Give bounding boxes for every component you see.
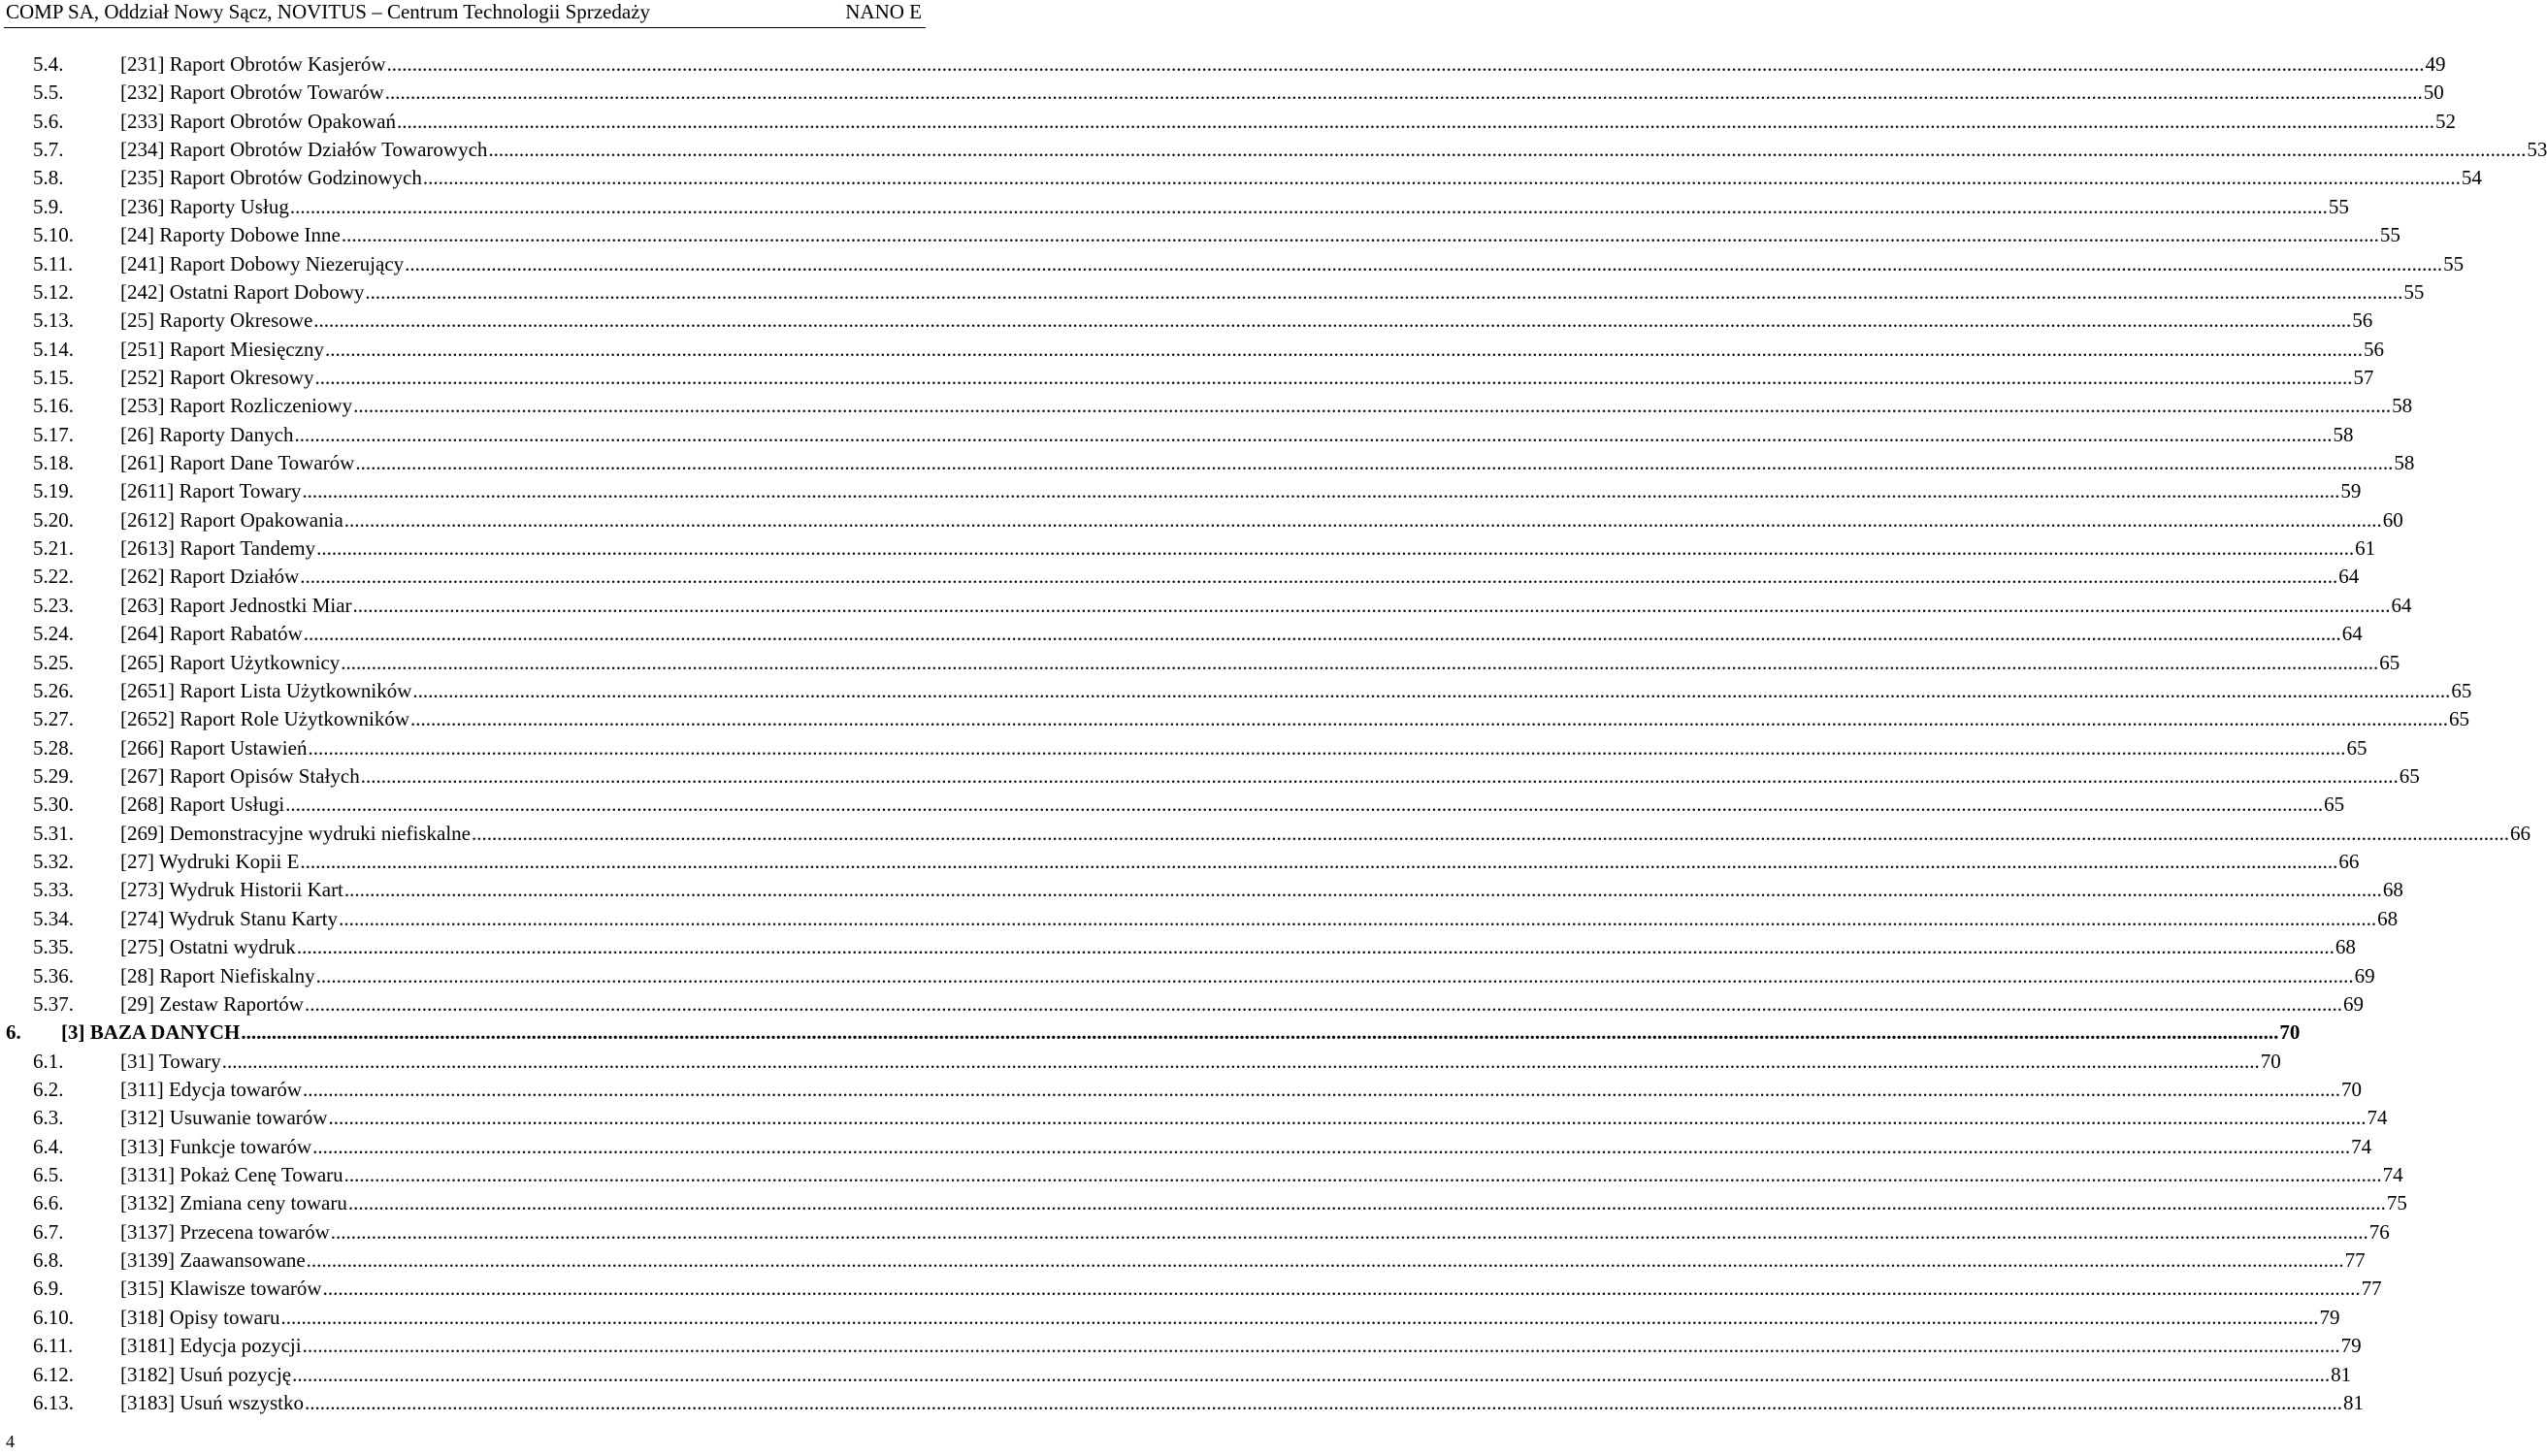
- toc-entry-page: 69: [2342, 991, 2364, 1016]
- toc-entry[interactable]: [0, 620, 2363, 648]
- toc-entry-title: [26] Raporty Danych: [120, 422, 294, 446]
- toc-entry[interactable]: [0, 392, 2413, 420]
- toc-entry-title: [253] Raport Rozliczeniowy: [120, 394, 353, 418]
- toc-entry-number: 5.36.: [33, 963, 74, 987]
- toc-entry-page: 79: [2340, 1334, 2362, 1358]
- toc-entry[interactable]: [0, 1275, 2382, 1303]
- toc-entry-title: [262] Raport Działów: [120, 565, 300, 589]
- toc-dot-leader: ................................................................................................................................................................................................................................................................................................................................................................................................................: [412, 678, 2451, 702]
- toc-entry-number: 6.11.: [33, 1334, 74, 1358]
- toc-entry-page: 66: [2338, 850, 2360, 874]
- toc-entry-number: 6.4.: [33, 1134, 64, 1158]
- page-header: [6, 0, 922, 23]
- toc-entry-number: 5.30.: [33, 793, 74, 817]
- toc-entry-page: 76: [2368, 1219, 2390, 1244]
- toc-entry-page: 81: [2343, 1390, 2364, 1414]
- toc-entry-number: 5.31.: [33, 821, 74, 845]
- toc-entry-number: 6.: [6, 1020, 21, 1045]
- toc-entry-title-line: [120, 336, 2384, 364]
- toc-entry-page: 55: [2403, 279, 2425, 304]
- toc-entry[interactable]: [0, 108, 2457, 136]
- toc-entry-title-line: [120, 933, 2356, 961]
- toc-dot-leader: ................................................................................................................................................................................................................................................................................................................................................................................................................: [353, 394, 2392, 418]
- toc-entry-number: 5.19.: [33, 479, 74, 503]
- toc-dot-leader: ................................................................................................................................................................................................................................................................................................................................................................................................................: [405, 251, 2443, 275]
- toc-entry-title-line: [120, 108, 2457, 136]
- toc-entry-page: 74: [2367, 1106, 2388, 1130]
- toc-entry-page: 64: [2341, 622, 2363, 646]
- toc-entry-number: 5.20.: [33, 507, 74, 532]
- toc-entry[interactable]: [0, 1104, 2388, 1132]
- toc-entry-number: 5.5.: [33, 81, 64, 105]
- toc-entry-title-line: [120, 1104, 2388, 1132]
- toc-entry[interactable]: [0, 278, 2425, 307]
- toc-entry-title: [264] Raport Rabatów: [120, 622, 303, 646]
- toc-entry-title: [31] Towary: [120, 1049, 221, 1073]
- toc-dot-leader: ................................................................................................................................................................................................................................................................................................................................................................................................................: [300, 850, 2338, 874]
- toc-entry-page: 68: [2382, 878, 2403, 902]
- toc-dot-leader: ................................................................................................................................................................................................................................................................................................................................................................................................................: [343, 1163, 2382, 1187]
- toc-entry[interactable]: [0, 876, 2403, 904]
- toc-entry-page: 65: [2449, 707, 2470, 731]
- toc-entry-number: 5.28.: [33, 735, 74, 760]
- toc-dot-leader: ................................................................................................................................................................................................................................................................................................................................................................................................................: [303, 622, 2341, 646]
- toc-entry-number: 5.15.: [33, 365, 74, 389]
- toc-entry-number: 5.9.: [33, 194, 64, 218]
- toc-entry-title: [251] Raport Miesięczny: [120, 337, 324, 361]
- toc-entry[interactable]: [0, 649, 2400, 677]
- toc-dot-leader: ................................................................................................................................................................................................................................................................................................................................................................................................................: [308, 735, 2346, 760]
- toc-dot-leader: ................................................................................................................................................................................................................................................................................................................................................................................................................: [316, 536, 2355, 561]
- toc-entry-number: 5.7.: [33, 138, 64, 162]
- toc-entry-page: 74: [2351, 1134, 2372, 1158]
- toc-entry-title: [3] BAZA DANYCH: [61, 1020, 241, 1045]
- toc-entry-title: [3182] Usuń pozycję: [120, 1362, 292, 1386]
- toc-entry[interactable]: [0, 1304, 2340, 1332]
- toc-entry-title: [263] Raport Jednostki Miar: [120, 593, 352, 617]
- toc-entry[interactable]: [0, 1218, 2390, 1246]
- toc-entry-title-line: [120, 278, 2425, 307]
- toc-entry-title: [267] Raport Opisów Stałych: [120, 763, 360, 788]
- toc-entry-number: 5.4.: [33, 52, 64, 76]
- toc-entry[interactable]: [0, 79, 2444, 107]
- toc-entry-page: 68: [2377, 906, 2399, 930]
- toc-entry[interactable]: [0, 136, 2547, 164]
- toc-entry[interactable]: [0, 164, 2482, 192]
- toc-entry-page: 49: [2425, 52, 2446, 76]
- toc-entry-title-line: [120, 221, 2400, 249]
- toc-entry-title-line: [120, 677, 2472, 705]
- toc-entry-title-line: [120, 962, 2375, 990]
- toc-entry-number: 6.13.: [33, 1390, 74, 1414]
- toc-dot-leader: ................................................................................................................................................................................................................................................................................................................................................................................................................: [488, 138, 2527, 162]
- toc-entry-title-line: [120, 1161, 2403, 1189]
- toc-entry-title-line: [120, 791, 2345, 819]
- toc-entry-title: [261] Raport Dane Towarów: [120, 451, 355, 475]
- toc-entry-number: 5.29.: [33, 763, 74, 788]
- toc-entry-page: 64: [2338, 565, 2360, 589]
- toc-entry-title: [311] Edycja towarów: [120, 1077, 302, 1101]
- toc-entry[interactable]: [0, 421, 2354, 449]
- toc-entry-page: 68: [2335, 935, 2356, 959]
- toc-entry-title-line: [120, 164, 2482, 192]
- toc-entry-title-line: [120, 1275, 2382, 1303]
- toc-dot-leader: ................................................................................................................................................................................................................................................................................................................................................................................................................: [304, 991, 2342, 1016]
- toc-entry-page: 56: [2363, 337, 2384, 361]
- toc-entry-title-line: [120, 592, 2412, 620]
- toc-entry-title-line: [120, 990, 2364, 1019]
- toc-entry-title: [2612] Raport Opakowania: [120, 507, 343, 532]
- toc-dot-leader: ................................................................................................................................................................................................................................................................................................................................................................................................................: [312, 1134, 2351, 1158]
- toc-dot-leader: ................................................................................................................................................................................................................................................................................................................................................................................................................: [471, 821, 2509, 845]
- toc-dot-leader: ................................................................................................................................................................................................................................................................................................................................................................................................................: [289, 194, 2328, 218]
- toc-entry-title-line: [120, 1133, 2372, 1161]
- toc-entry-page: 58: [2394, 451, 2415, 475]
- toc-entry-title-line: [120, 1076, 2362, 1104]
- toc-entry[interactable]: [0, 734, 2367, 762]
- toc-entry-title-line: [120, 820, 2531, 848]
- toc-entry-title: [273] Wydruk Historii Kart: [120, 878, 343, 902]
- toc-entry-page: 57: [2353, 365, 2374, 389]
- toc-entry-number: 6.8.: [33, 1248, 64, 1273]
- toc-entry-title: [231] Raport Obrotów Kasjerów: [120, 52, 386, 76]
- toc-entry[interactable]: [0, 1161, 2403, 1189]
- toc-entry-title: [274] Wydruk Stanu Karty: [120, 906, 339, 930]
- toc-entry-number: 6.12.: [33, 1362, 74, 1386]
- toc-dot-leader: ................................................................................................................................................................................................................................................................................................................................................................................................................: [365, 279, 2403, 304]
- toc-entry-number: 5.32.: [33, 850, 74, 874]
- toc-entry-page: 60: [2382, 507, 2403, 532]
- toc-entry-title-line: [120, 136, 2547, 164]
- toc-entry-title-line: [120, 506, 2403, 534]
- toc-entry-number: 6.6.: [33, 1191, 64, 1215]
- toc-entry-title: [2613] Raport Tandemy: [120, 536, 316, 561]
- toc-entry-page: 65: [2399, 763, 2420, 788]
- toc-entry[interactable]: [0, 762, 2420, 791]
- toc-dot-leader: ................................................................................................................................................................................................................................................................................................................................................................................................................: [422, 166, 2461, 190]
- toc-dot-leader: ................................................................................................................................................................................................................................................................................................................................................................................................................: [328, 1106, 2367, 1130]
- toc-dot-leader: ................................................................................................................................................................................................................................................................................................................................................................................................................: [305, 1390, 2342, 1414]
- toc-entry-title: [315] Klawisze towarów: [120, 1277, 322, 1301]
- toc-entry-page: 52: [2435, 109, 2457, 133]
- toc-entry-title: [252] Raport Okresowy: [120, 365, 314, 389]
- toc-entry-title-line: [120, 563, 2360, 591]
- toc-dot-leader: ................................................................................................................................................................................................................................................................................................................................................................................................................: [221, 1049, 2260, 1073]
- toc-entry[interactable]: [0, 933, 2356, 961]
- toc-entry-page: 77: [2361, 1277, 2382, 1301]
- toc-entry-page: 65: [2324, 793, 2345, 817]
- toc-entry-title: [3132] Zmiana ceny towaru: [120, 1191, 347, 1215]
- toc-entry-number: 6.7.: [33, 1219, 64, 1244]
- toc-entry-page: 55: [2328, 194, 2349, 218]
- toc-entry-title-line: [120, 876, 2403, 904]
- toc-chapter-entry[interactable]: [0, 1019, 2301, 1047]
- toc-entry-number: 5.17.: [33, 422, 74, 446]
- toc-entry-title-line: [120, 1304, 2340, 1332]
- toc-entry[interactable]: [0, 449, 2415, 477]
- toc-entry-title-line: [61, 1019, 2301, 1047]
- toc-dot-leader: ................................................................................................................................................................................................................................................................................................................................................................................................................: [292, 1362, 2331, 1386]
- toc-entry-number: 5.25.: [33, 650, 74, 674]
- toc-entry-title: [242] Ostatni Raport Dobowy: [120, 279, 365, 304]
- toc-entry-number: 5.24.: [33, 622, 74, 646]
- toc-entry-title: [313] Funkcje towarów: [120, 1134, 312, 1158]
- toc-entry-number: 5.12.: [33, 279, 74, 304]
- toc-entry[interactable]: [0, 506, 2403, 534]
- toc-entry-title-line: [120, 250, 2465, 278]
- toc-entry-title-line: [120, 307, 2373, 335]
- toc-entry[interactable]: [0, 1133, 2372, 1161]
- toc-entry-title-line: [120, 649, 2400, 677]
- toc-entry-title: [3183] Usuń wszystko: [120, 1390, 304, 1414]
- toc-entry-title: [235] Raport Obrotów Godzinowych: [120, 166, 422, 190]
- toc-dot-leader: ................................................................................................................................................................................................................................................................................................................................................................................................................: [306, 1248, 2344, 1273]
- toc-dot-leader: ................................................................................................................................................................................................................................................................................................................................................................................................................: [285, 793, 2324, 817]
- toc-entry-title: [3181] Edycja pozycji: [120, 1334, 302, 1358]
- toc-entry-number: 5.37.: [33, 991, 74, 1016]
- toc-entry-page: 59: [2340, 479, 2362, 503]
- toc-entry-number: 5.18.: [33, 451, 74, 475]
- toc-dot-leader: ................................................................................................................................................................................................................................................................................................................................................................................................................: [324, 337, 2363, 361]
- toc-entry[interactable]: [0, 364, 2374, 392]
- toc-entry[interactable]: [0, 50, 2446, 79]
- toc-entry-title: [232] Raport Obrotów Towarów: [120, 81, 384, 105]
- toc-dot-leader: ................................................................................................................................................................................................................................................................................................................................................................................................................: [386, 52, 2425, 76]
- toc-entry-title: [269] Demonstracyjne wydruki niefiskalne: [120, 821, 471, 845]
- header-rule: [4, 27, 926, 28]
- toc-dot-leader: ................................................................................................................................................................................................................................................................................................................................................................................................................: [296, 935, 2335, 959]
- toc-entry-title-line: [120, 50, 2446, 79]
- toc-dot-leader: ................................................................................................................................................................................................................................................................................................................................................................................................................: [360, 763, 2399, 788]
- toc-entry-title-line: [120, 1389, 2364, 1417]
- toc-entry[interactable]: [0, 221, 2400, 249]
- toc-entry-title: [3131] Pokaż Cenę Towaru: [120, 1163, 343, 1187]
- toc-entry-title: [265] Raport Użytkownicy: [120, 650, 341, 674]
- toc-entry[interactable]: [0, 1076, 2362, 1104]
- toc-entry-number: 5.14.: [33, 337, 74, 361]
- toc-entry-title-line: [120, 734, 2367, 762]
- toc-entry-number: 6.2.: [33, 1077, 64, 1101]
- toc-entry-page: 77: [2344, 1248, 2366, 1273]
- toc-dot-leader: ................................................................................................................................................................................................................................................................................................................................................................................................................: [315, 963, 2354, 987]
- toc-entry-page: 69: [2354, 963, 2375, 987]
- toc-entry-title: [312] Usuwanie towarów: [120, 1106, 328, 1130]
- toc-entry[interactable]: [0, 1048, 2281, 1076]
- toc-dot-leader: ................................................................................................................................................................................................................................................................................................................................................................................................................: [313, 308, 2352, 333]
- toc-entry-page: 70: [2279, 1020, 2301, 1045]
- toc-entry-page: 65: [2379, 650, 2400, 674]
- toc-entry[interactable]: [0, 250, 2465, 278]
- toc-entry[interactable]: [0, 705, 2470, 733]
- toc-entry-title-line: [120, 620, 2363, 648]
- toc-entry-page: 61: [2355, 536, 2376, 561]
- toc-entry-title: [233] Raport Obrotów Opakowań: [120, 109, 397, 133]
- toc-entry[interactable]: [0, 820, 2531, 848]
- toc-entry[interactable]: [0, 336, 2384, 364]
- toc-entry-page: 53: [2527, 138, 2547, 162]
- toc-entry-title-line: [120, 364, 2374, 392]
- toc-entry[interactable]: [0, 563, 2360, 591]
- toc-entry-title: [3137] Przecena towarów: [120, 1219, 330, 1244]
- toc-entry-number: 5.8.: [33, 166, 64, 190]
- toc-dot-leader: ................................................................................................................................................................................................................................................................................................................................................................................................................: [300, 565, 2338, 589]
- toc-entry-number: 5.13.: [33, 308, 74, 333]
- toc-dot-leader: ................................................................................................................................................................................................................................................................................................................................................................................................................: [347, 1191, 2386, 1215]
- toc-entry-title: [25] Raporty Okresowe: [120, 308, 313, 333]
- toc-entry-number: 5.34.: [33, 906, 74, 930]
- toc-entry[interactable]: [0, 848, 2360, 876]
- toc-entry[interactable]: [0, 990, 2364, 1019]
- toc-entry[interactable]: [0, 791, 2345, 819]
- toc-entry[interactable]: [0, 477, 2362, 505]
- toc-dot-leader: ................................................................................................................................................................................................................................................................................................................................................................................................................: [341, 223, 2379, 247]
- toc-entry[interactable]: [0, 1246, 2366, 1275]
- toc-entry-number: 6.10.: [33, 1305, 74, 1329]
- toc-entry-page: 58: [2392, 394, 2413, 418]
- toc-dot-leader: ................................................................................................................................................................................................................................................................................................................................................................................................................: [339, 906, 2377, 930]
- toc-entry-number: 5.10.: [33, 223, 74, 247]
- toc-entry-title-line: [120, 1246, 2366, 1275]
- toc-dot-leader: ................................................................................................................................................................................................................................................................................................................................................................................................................: [241, 1020, 2279, 1045]
- toc-entry-title-line: [120, 1048, 2281, 1076]
- toc-entry-title-line: [120, 848, 2360, 876]
- toc-entry-number: 5.16.: [33, 394, 74, 418]
- toc-entry-page: 50: [2423, 81, 2444, 105]
- toc-dot-leader: ................................................................................................................................................................................................................................................................................................................................................................................................................: [330, 1219, 2368, 1244]
- toc-entry-title: [28] Raport Niefiskalny: [120, 963, 315, 987]
- toc-entry-title: [29] Zestaw Raportów: [120, 991, 304, 1016]
- toc-entry-title-line: [120, 449, 2415, 477]
- toc-entry-page: 70: [2341, 1077, 2362, 1101]
- toc-entry-page: 64: [2391, 593, 2412, 617]
- toc-entry-number: 5.35.: [33, 935, 74, 959]
- toc-entry-title-line: [120, 79, 2444, 107]
- toc-entry-number: 6.9.: [33, 1277, 64, 1301]
- toc-entry-number: 6.1.: [33, 1049, 64, 1073]
- toc-entry-title: [2651] Raport Lista Użytkowników: [120, 678, 412, 702]
- toc-dot-leader: ................................................................................................................................................................................................................................................................................................................................................................................................................: [355, 451, 2394, 475]
- toc-dot-leader: ................................................................................................................................................................................................................................................................................................................................................................................................................: [280, 1305, 2319, 1329]
- toc-entry-page: 79: [2319, 1305, 2340, 1329]
- toc-entry-title: [2652] Raport Role Użytkowników: [120, 707, 410, 731]
- toc-entry[interactable]: [0, 962, 2375, 990]
- toc-dot-leader: ................................................................................................................................................................................................................................................................................................................................................................................................................: [410, 707, 2449, 731]
- toc-entry[interactable]: [0, 534, 2376, 563]
- toc-entry-title: [241] Raport Dobowy Niezerujący: [120, 251, 405, 275]
- toc-entry-number: 5.33.: [33, 878, 74, 902]
- toc-entry-title: [275] Ostatni wydruk: [120, 935, 296, 959]
- toc-entry-number: 5.21.: [33, 536, 74, 561]
- toc-entry-title: [268] Raport Usługi: [120, 793, 285, 817]
- toc-dot-leader: ................................................................................................................................................................................................................................................................................................................................................................................................................: [397, 109, 2435, 133]
- toc-dot-leader: ................................................................................................................................................................................................................................................................................................................................................................................................................: [303, 1077, 2340, 1101]
- toc-entry-title: [27] Wydruki Kopii E: [120, 850, 300, 874]
- header-product: NANO E: [845, 0, 922, 23]
- toc-dot-leader: ................................................................................................................................................................................................................................................................................................................................................................................................................: [302, 1334, 2340, 1358]
- toc-entry-page: 70: [2260, 1049, 2281, 1073]
- toc-entry-page: 56: [2352, 308, 2373, 333]
- toc-entry-page: 54: [2461, 166, 2482, 190]
- toc-entry[interactable]: [0, 1361, 2352, 1389]
- toc-entry-page: 55: [2443, 251, 2465, 275]
- table-of-contents: [0, 50, 2547, 1417]
- toc-entry[interactable]: [0, 677, 2472, 705]
- header-title: COMP SA, Oddział Nowy Sącz, NOVITUS – Centrum Technologii Sprzedaży: [6, 0, 651, 23]
- toc-dot-leader: ................................................................................................................................................................................................................................................................................................................................................................................................................: [343, 507, 2382, 532]
- toc-entry-page: 65: [2346, 735, 2367, 760]
- toc-entry-title-line: [120, 193, 2349, 221]
- toc-entry-page: 75: [2386, 1191, 2407, 1215]
- toc-dot-leader: ................................................................................................................................................................................................................................................................................................................................................................................................................: [352, 593, 2391, 617]
- toc-entry[interactable]: [0, 592, 2412, 620]
- toc-entry-title: [2611] Raport Towary: [120, 479, 302, 503]
- toc-entry-title: [236] Raporty Usług: [120, 194, 289, 218]
- toc-dot-leader: ................................................................................................................................................................................................................................................................................................................................................................................................................: [314, 365, 2353, 389]
- toc-dot-leader: ................................................................................................................................................................................................................................................................................................................................................................................................................: [302, 479, 2340, 503]
- toc-entry-number: 5.27.: [33, 707, 74, 731]
- page-number: 4: [6, 1432, 15, 1451]
- toc-entry[interactable]: [0, 1332, 2362, 1360]
- toc-entry-page: 65: [2451, 678, 2472, 702]
- toc-dot-leader: ................................................................................................................................................................................................................................................................................................................................................................................................................: [384, 81, 2423, 105]
- toc-entry[interactable]: [0, 1189, 2407, 1217]
- toc-entry-page: 58: [2333, 422, 2354, 446]
- toc-entry-title: [266] Raport Ustawień: [120, 735, 308, 760]
- toc-dot-leader: ................................................................................................................................................................................................................................................................................................................................................................................................................: [322, 1277, 2361, 1301]
- toc-entry-title: [318] Opisy towaru: [120, 1305, 280, 1329]
- toc-entry-number: 5.23.: [33, 593, 74, 617]
- toc-entry[interactable]: [0, 307, 2373, 335]
- toc-entry-page: 55: [2379, 223, 2400, 247]
- toc-dot-leader: ................................................................................................................................................................................................................................................................................................................................................................................................................: [343, 878, 2382, 902]
- toc-entry-page: 81: [2331, 1362, 2352, 1386]
- toc-entry-title-line: [120, 1332, 2362, 1360]
- toc-entry-title-line: [120, 534, 2376, 563]
- toc-entry-title-line: [120, 905, 2399, 933]
- toc-entry[interactable]: [0, 1389, 2364, 1417]
- toc-dot-leader: ................................................................................................................................................................................................................................................................................................................................................................................................................: [341, 650, 2379, 674]
- toc-entry-title-line: [120, 1189, 2407, 1217]
- toc-entry-page: 74: [2382, 1163, 2403, 1187]
- toc-dot-leader: ................................................................................................................................................................................................................................................................................................................................................................................................................: [294, 422, 2333, 446]
- toc-entry-number: 5.6.: [33, 109, 64, 133]
- toc-entry-title-line: [120, 1361, 2352, 1389]
- toc-entry-title-line: [120, 762, 2420, 791]
- toc-entry-title-line: [120, 477, 2362, 505]
- toc-entry-title-line: [120, 421, 2354, 449]
- toc-entry[interactable]: [0, 905, 2399, 933]
- toc-entry[interactable]: [0, 193, 2349, 221]
- toc-entry-title: [24] Raporty Dobowe Inne: [120, 223, 341, 247]
- toc-entry-number: 5.26.: [33, 678, 74, 702]
- toc-entry-number: 6.5.: [33, 1163, 64, 1187]
- toc-entry-number: 5.22.: [33, 565, 74, 589]
- toc-entry-title: [3139] Zaawansowane: [120, 1248, 306, 1273]
- toc-entry-title: [234] Raport Obrotów Działów Towarowych: [120, 138, 488, 162]
- toc-entry-title-line: [120, 705, 2470, 733]
- toc-entry-title-line: [120, 1218, 2390, 1246]
- toc-entry-number: 5.11.: [33, 251, 74, 275]
- toc-entry-title-line: [120, 392, 2413, 420]
- toc-entry-page: 66: [2509, 821, 2531, 845]
- toc-entry-number: 6.3.: [33, 1106, 64, 1130]
